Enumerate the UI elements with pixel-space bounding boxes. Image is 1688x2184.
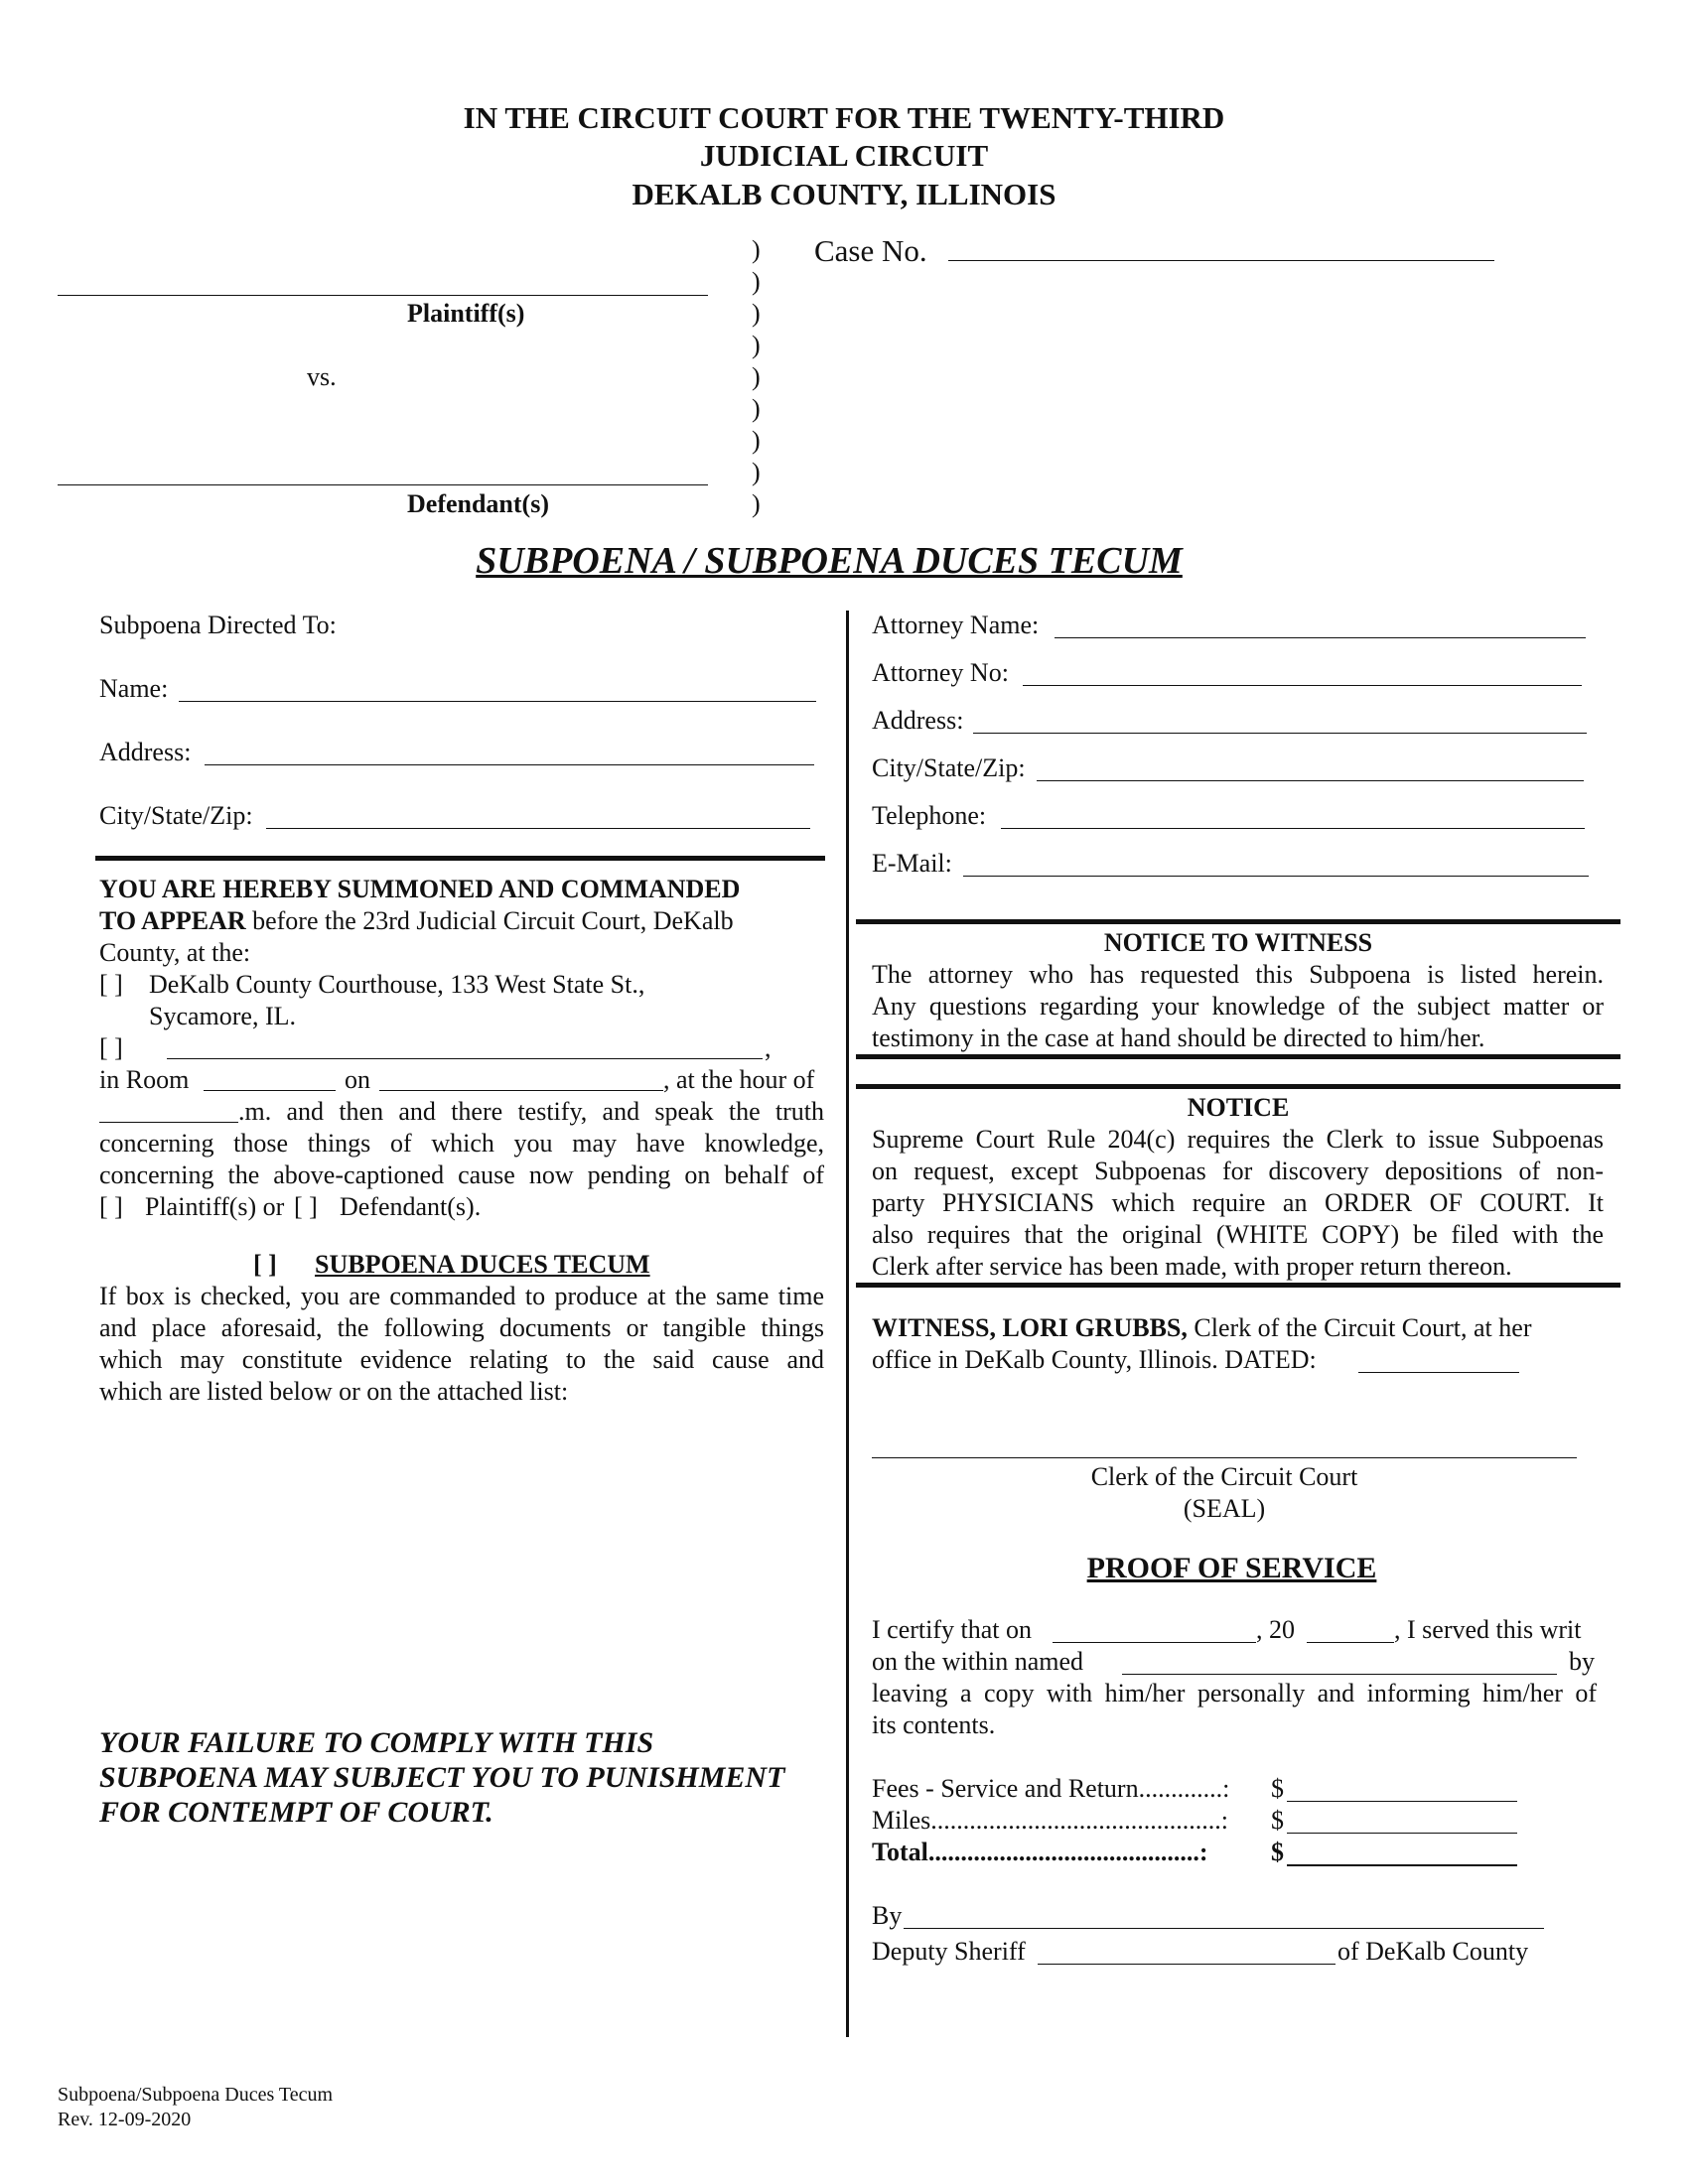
in-room-label: in Room (99, 1065, 190, 1094)
dollar-sign: $ (1271, 1774, 1284, 1803)
paren: ) (752, 299, 761, 328)
address-field[interactable] (205, 764, 814, 765)
fees-label: Fees - Service and Return.............: (872, 1774, 1230, 1803)
plaintiff-label: Plaintiff(s) (407, 299, 525, 328)
notice-witness-line3: testimony in the case at hand should be directed to him/her. (872, 1024, 1485, 1052)
telephone-field[interactable] (1001, 828, 1585, 829)
notice-witness-line1: The attorney who has requested this Subpoena is listed herein. (872, 960, 1604, 989)
paren: ) (752, 235, 761, 264)
dollar-sign: $ (1271, 1838, 1284, 1866)
concerning-line2: concerning the above-captioned cause now pending on behalf of (99, 1160, 824, 1189)
fees-field[interactable] (1287, 1801, 1517, 1802)
attorney-city-field[interactable] (1037, 780, 1584, 781)
proof-title: PROOF OF SERVICE (1086, 1552, 1377, 1584)
paren: ) (752, 426, 761, 455)
certify-served-label: , I served this writ (1394, 1615, 1582, 1644)
divider-bar (856, 1283, 1620, 1288)
duces-line3: which may constitute evidence relating to the said cause and (99, 1345, 824, 1374)
notice-line2: on request, except Subpoenas for discovery depositions of non- (872, 1157, 1604, 1185)
court-header-line2: JUDICIAL CIRCUIT (699, 138, 989, 173)
divider-bar (856, 1054, 1620, 1059)
miles-field[interactable] (1287, 1833, 1517, 1834)
notice-line4: also requires that the original (WHITE COPY) be filed with the (872, 1220, 1604, 1249)
total-label: Total..........................................: (872, 1838, 1208, 1866)
certify-on-label: I certify that on (872, 1615, 1032, 1644)
attorney-city-label: City/State/Zip: (872, 753, 1026, 782)
summon-rest: before the 23rd Judicial Circuit Court, DeKalb (245, 906, 734, 935)
deputy-label: Deputy Sheriff (872, 1937, 1026, 1966)
summon-heading: YOU ARE HEREBY SUMMONED AND COMMANDED (99, 875, 741, 903)
paren: ) (752, 489, 761, 518)
duces-checkbox[interactable]: [ ] (253, 1250, 277, 1279)
summon-appear: TO APPEAR (99, 906, 246, 935)
room-field[interactable] (204, 1090, 336, 1091)
case-no-field[interactable] (948, 260, 1494, 261)
paren: ) (752, 331, 761, 359)
notice-witness-title: NOTICE TO WITNESS (1103, 928, 1373, 957)
comma: , (765, 1033, 772, 1062)
attorney-no-label: Attorney No: (872, 658, 1009, 687)
summon-line2 (99, 905, 734, 937)
notice-line5: Clerk after service has been made, with proper return thereon. (872, 1252, 1512, 1281)
telephone-label: Telephone: (872, 801, 987, 830)
notice-line3: party PHYSICIANS which require an ORDER OF COURT. It (872, 1188, 1604, 1217)
divider-bar (95, 856, 825, 861)
paren: ) (752, 458, 761, 486)
witness-line1 (872, 1312, 1531, 1344)
hour-label: , at the hour of (663, 1065, 815, 1094)
court-header-line1: IN THE CIRCUIT COURT FOR THE TWENTY-THIRD (463, 100, 1225, 135)
page-title: SUBPOENA / SUBPOENA DUCES TECUM (476, 540, 1183, 582)
dated-field[interactable] (1358, 1372, 1519, 1373)
defendant-label: Defendant(s) (407, 489, 549, 518)
courthouse-line1: DeKalb County Courthouse, 133 West State St., (149, 970, 645, 999)
footer-form-name: Subpoena/Subpoena Duces Tecum (58, 2084, 334, 2106)
city-label: City/State/Zip: (99, 801, 253, 830)
name-label: Name: (99, 674, 169, 703)
vs-label: vs. (307, 362, 337, 391)
paren: ) (752, 394, 761, 423)
attorney-address-field[interactable] (973, 733, 1587, 734)
by-word: by (1569, 1647, 1595, 1676)
attorney-name-field[interactable] (1055, 637, 1586, 638)
notice-title: NOTICE (1187, 1093, 1290, 1122)
deputy-field[interactable] (1038, 1964, 1336, 1965)
witness-line2: office in DeKalb County, Illinois. DATED: (872, 1345, 1317, 1374)
named-person-field[interactable] (1122, 1674, 1557, 1675)
date-field[interactable] (379, 1090, 663, 1091)
seal-label: (SEAL) (1183, 1494, 1266, 1523)
warning-line3: FOR CONTEMPT OF COURT. (99, 1796, 493, 1829)
email-field[interactable] (963, 876, 1589, 877)
warning-line1: YOUR FAILURE TO COMPLY WITH THIS (99, 1726, 654, 1759)
plaintiff-option: Plaintiff(s) or (145, 1192, 285, 1221)
email-label: E-Mail: (872, 849, 952, 878)
column-divider (846, 611, 849, 2037)
on-label: on (345, 1065, 370, 1094)
other-location-checkbox[interactable]: [ ] (99, 1033, 123, 1062)
defendant-field[interactable] (58, 484, 708, 485)
duces-line2: and place aforesaid, the following documents or tangible things (99, 1313, 824, 1342)
paren: ) (752, 267, 761, 296)
by-signature-field[interactable] (904, 1928, 1544, 1929)
attorney-name-label: Attorney Name: (872, 611, 1040, 639)
certify-line4: its contents. (872, 1710, 996, 1739)
case-no-label: Case No. (814, 233, 927, 268)
duces-line4: which are listed below or on the attached list: (99, 1377, 569, 1406)
total-field[interactable] (1287, 1864, 1517, 1866)
summon-line3: County, at the: (99, 938, 251, 967)
concerning-line1: concerning those things of which you may have knowledge, (99, 1129, 824, 1158)
time-field[interactable] (99, 1122, 238, 1123)
duces-line1: If box is checked, you are commanded to produce at the same time (99, 1282, 824, 1310)
paren: ) (752, 362, 761, 391)
courthouse-line2: Sycamore, IL. (149, 1002, 297, 1030)
footer-revision: Rev. 12-09-2020 (58, 2109, 192, 2130)
defendant-checkbox[interactable]: [ ] (294, 1192, 318, 1221)
defendant-option: Defendant(s). (340, 1192, 482, 1221)
testify-line: .m. and then and there testify, and speak the truth (238, 1097, 824, 1126)
divider-bar (856, 919, 1620, 924)
miles-label: Miles.............................................: (872, 1806, 1228, 1835)
county-label: of DeKalb County (1337, 1937, 1529, 1966)
city-field[interactable] (266, 828, 810, 829)
certify-year-prefix: , 20 (1256, 1615, 1295, 1644)
attorney-no-field[interactable] (1023, 685, 1582, 686)
attorney-address-label: Address: (872, 706, 964, 735)
by-label: By (872, 1901, 903, 1930)
court-header-line3: DEKALB COUNTY, ILLINOIS (632, 177, 1056, 211)
duces-heading: SUBPOENA DUCES TECUM (315, 1250, 650, 1279)
directed-to-label: Subpoena Directed To: (99, 611, 337, 639)
warning-line2: SUBPOENA MAY SUBJECT YOU TO PUNISHMENT (99, 1761, 785, 1794)
certify-date-field[interactable] (1053, 1642, 1256, 1643)
divider-bar (856, 1084, 1620, 1089)
other-location-field[interactable] (167, 1058, 763, 1059)
witness-name: WITNESS, LORI GRUBBS, (872, 1313, 1188, 1342)
address-label: Address: (99, 738, 192, 766)
within-named-label: on the within named (872, 1647, 1084, 1676)
notice-witness-line2: Any questions regarding your knowledge of the subject matter or (872, 992, 1604, 1021)
plaintiff-field[interactable] (58, 295, 708, 296)
courthouse-checkbox[interactable]: [ ] (99, 970, 123, 999)
dollar-sign: $ (1271, 1806, 1284, 1835)
name-field[interactable] (179, 701, 816, 702)
certify-year-field[interactable] (1307, 1642, 1394, 1643)
witness-rest: Clerk of the Circuit Court, at her (1187, 1313, 1532, 1342)
clerk-signature-line[interactable] (872, 1457, 1577, 1458)
certify-line3: leaving a copy with him/her personally and informing him/her of (872, 1679, 1597, 1707)
plaintiff-checkbox[interactable]: [ ] (99, 1192, 123, 1221)
notice-line1: Supreme Court Rule 204(c) requires the Clerk to issue Subpoenas (872, 1125, 1604, 1154)
clerk-label: Clerk of the Circuit Court (1090, 1462, 1358, 1491)
